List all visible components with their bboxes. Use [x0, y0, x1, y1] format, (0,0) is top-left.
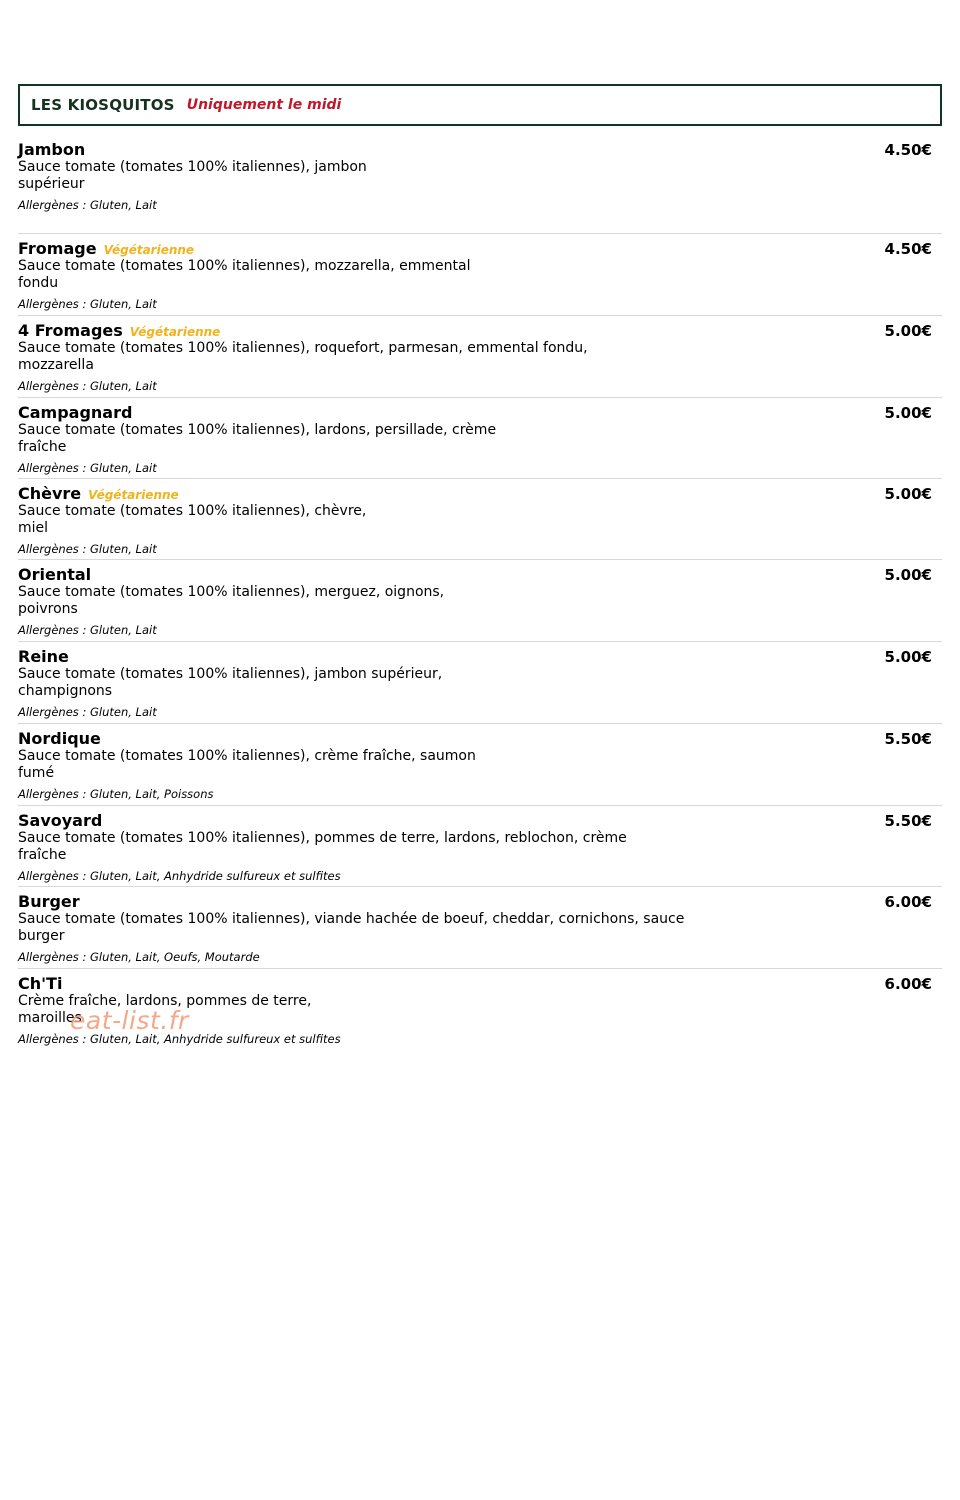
item-description: miel	[18, 520, 49, 536]
item-description: fondu	[18, 275, 59, 291]
menu-item	[18, 806, 942, 887]
menu-item-list	[18, 141, 942, 1051]
section-header	[18, 84, 942, 126]
item-description: Sauce tomate (tomates 100% italiennes), pommes de terre, lardons, reblochon, crème	[18, 830, 627, 846]
menu-item	[18, 560, 942, 642]
item-description: champignons	[18, 683, 113, 699]
item-name: 4 Fromages	[18, 321, 123, 340]
item-description: Crème fraîche, lardons, pommes de terre,	[18, 993, 312, 1009]
menu-item	[18, 642, 942, 724]
vegetarian-tag: Végétarienne	[88, 488, 179, 502]
item-description: supérieur	[18, 176, 85, 192]
item-name: Chèvre	[18, 484, 82, 503]
item-description: Sauce tomate (tomates 100% italiennes), chèvre,	[18, 503, 367, 519]
item-allergens: Allergènes : Gluten, Lait, Anhydride sulfureux et sulfites	[18, 1032, 341, 1046]
item-name: Oriental	[18, 565, 92, 584]
item-description: Sauce tomate (tomates 100% italiennes), jambon supérieur,	[18, 666, 443, 682]
menu-item	[18, 234, 942, 316]
item-name: Jambon	[18, 140, 86, 159]
item-description: Sauce tomate (tomates 100% italiennes), jambon	[18, 159, 367, 175]
item-description: Sauce tomate (tomates 100% italiennes), roquefort, parmesan, emmental fondu,	[18, 340, 588, 356]
item-name: Fromage	[18, 239, 97, 258]
item-name: Savoyard	[18, 811, 103, 830]
item-allergens: Allergènes : Gluten, Lait, Poissons	[18, 787, 214, 801]
item-price: 5.00€	[884, 566, 932, 584]
item-price: 4.50€	[884, 141, 932, 159]
menu-item	[18, 724, 942, 806]
item-name: Burger	[18, 892, 80, 911]
watermark: eat-list.fr	[70, 1006, 189, 1035]
item-price: 6.00€	[884, 893, 932, 911]
item-price: 5.50€	[884, 730, 932, 748]
item-description: Sauce tomate (tomates 100% italiennes), crème fraîche, saumon	[18, 748, 476, 764]
item-name: Reine	[18, 647, 69, 666]
section-subtitle: Uniquement le midi	[186, 97, 342, 113]
item-price: 5.50€	[884, 812, 932, 830]
item-price: 5.00€	[884, 648, 932, 666]
item-description: burger	[18, 928, 65, 944]
item-description: mozzarella	[18, 357, 94, 373]
item-name: Nordique	[18, 729, 101, 748]
item-price: 5.00€	[884, 322, 932, 340]
menu-item	[18, 479, 942, 560]
vegetarian-tag: Végétarienne	[103, 243, 195, 257]
item-description: Sauce tomate (tomates 100% italiennes), merguez, oignons,	[18, 584, 445, 600]
item-description: maroilles	[18, 1010, 82, 1026]
item-description: fraîche	[18, 847, 67, 863]
item-allergens: Allergènes : Gluten, Lait, Anhydride sulfureux et sulfites	[18, 869, 341, 883]
item-price: 6.00€	[884, 975, 932, 993]
item-price: 5.00€	[884, 485, 932, 503]
vegetarian-tag: Végétarienne	[129, 325, 221, 339]
item-allergens: Allergènes : Gluten, Lait	[18, 198, 157, 212]
item-description: fumé	[18, 765, 55, 781]
item-description: Sauce tomate (tomates 100% italiennes), viande hachée de boeuf, cheddar, cornichons, sauce	[18, 911, 685, 927]
menu-item	[18, 141, 942, 234]
item-allergens: Allergènes : Gluten, Lait	[18, 542, 157, 556]
item-allergens: Allergènes : Gluten, Lait, Oeufs, Moutarde	[18, 950, 260, 964]
item-price: 5.00€	[884, 404, 932, 422]
item-description: Sauce tomate (tomates 100% italiennes), lardons, persillade, crème	[18, 422, 497, 438]
item-allergens: Allergènes : Gluten, Lait	[18, 705, 157, 719]
menu-item	[18, 398, 942, 479]
menu-item	[18, 887, 942, 969]
item-allergens: Allergènes : Gluten, Lait	[18, 461, 157, 475]
item-description: fraîche	[18, 439, 67, 455]
item-price: 4.50€	[884, 240, 932, 258]
item-name: Ch'Ti	[18, 974, 63, 993]
item-allergens: Allergènes : Gluten, Lait	[18, 297, 157, 311]
item-allergens: Allergènes : Gluten, Lait	[18, 623, 157, 637]
item-allergens: Allergènes : Gluten, Lait	[18, 379, 157, 393]
item-name: Campagnard	[18, 403, 133, 422]
section-title: LES KIOSQUITOS	[31, 96, 175, 114]
item-description: Sauce tomate (tomates 100% italiennes), mozzarella, emmental	[18, 258, 471, 274]
menu-item	[18, 316, 942, 398]
item-description: poivrons	[18, 601, 78, 617]
